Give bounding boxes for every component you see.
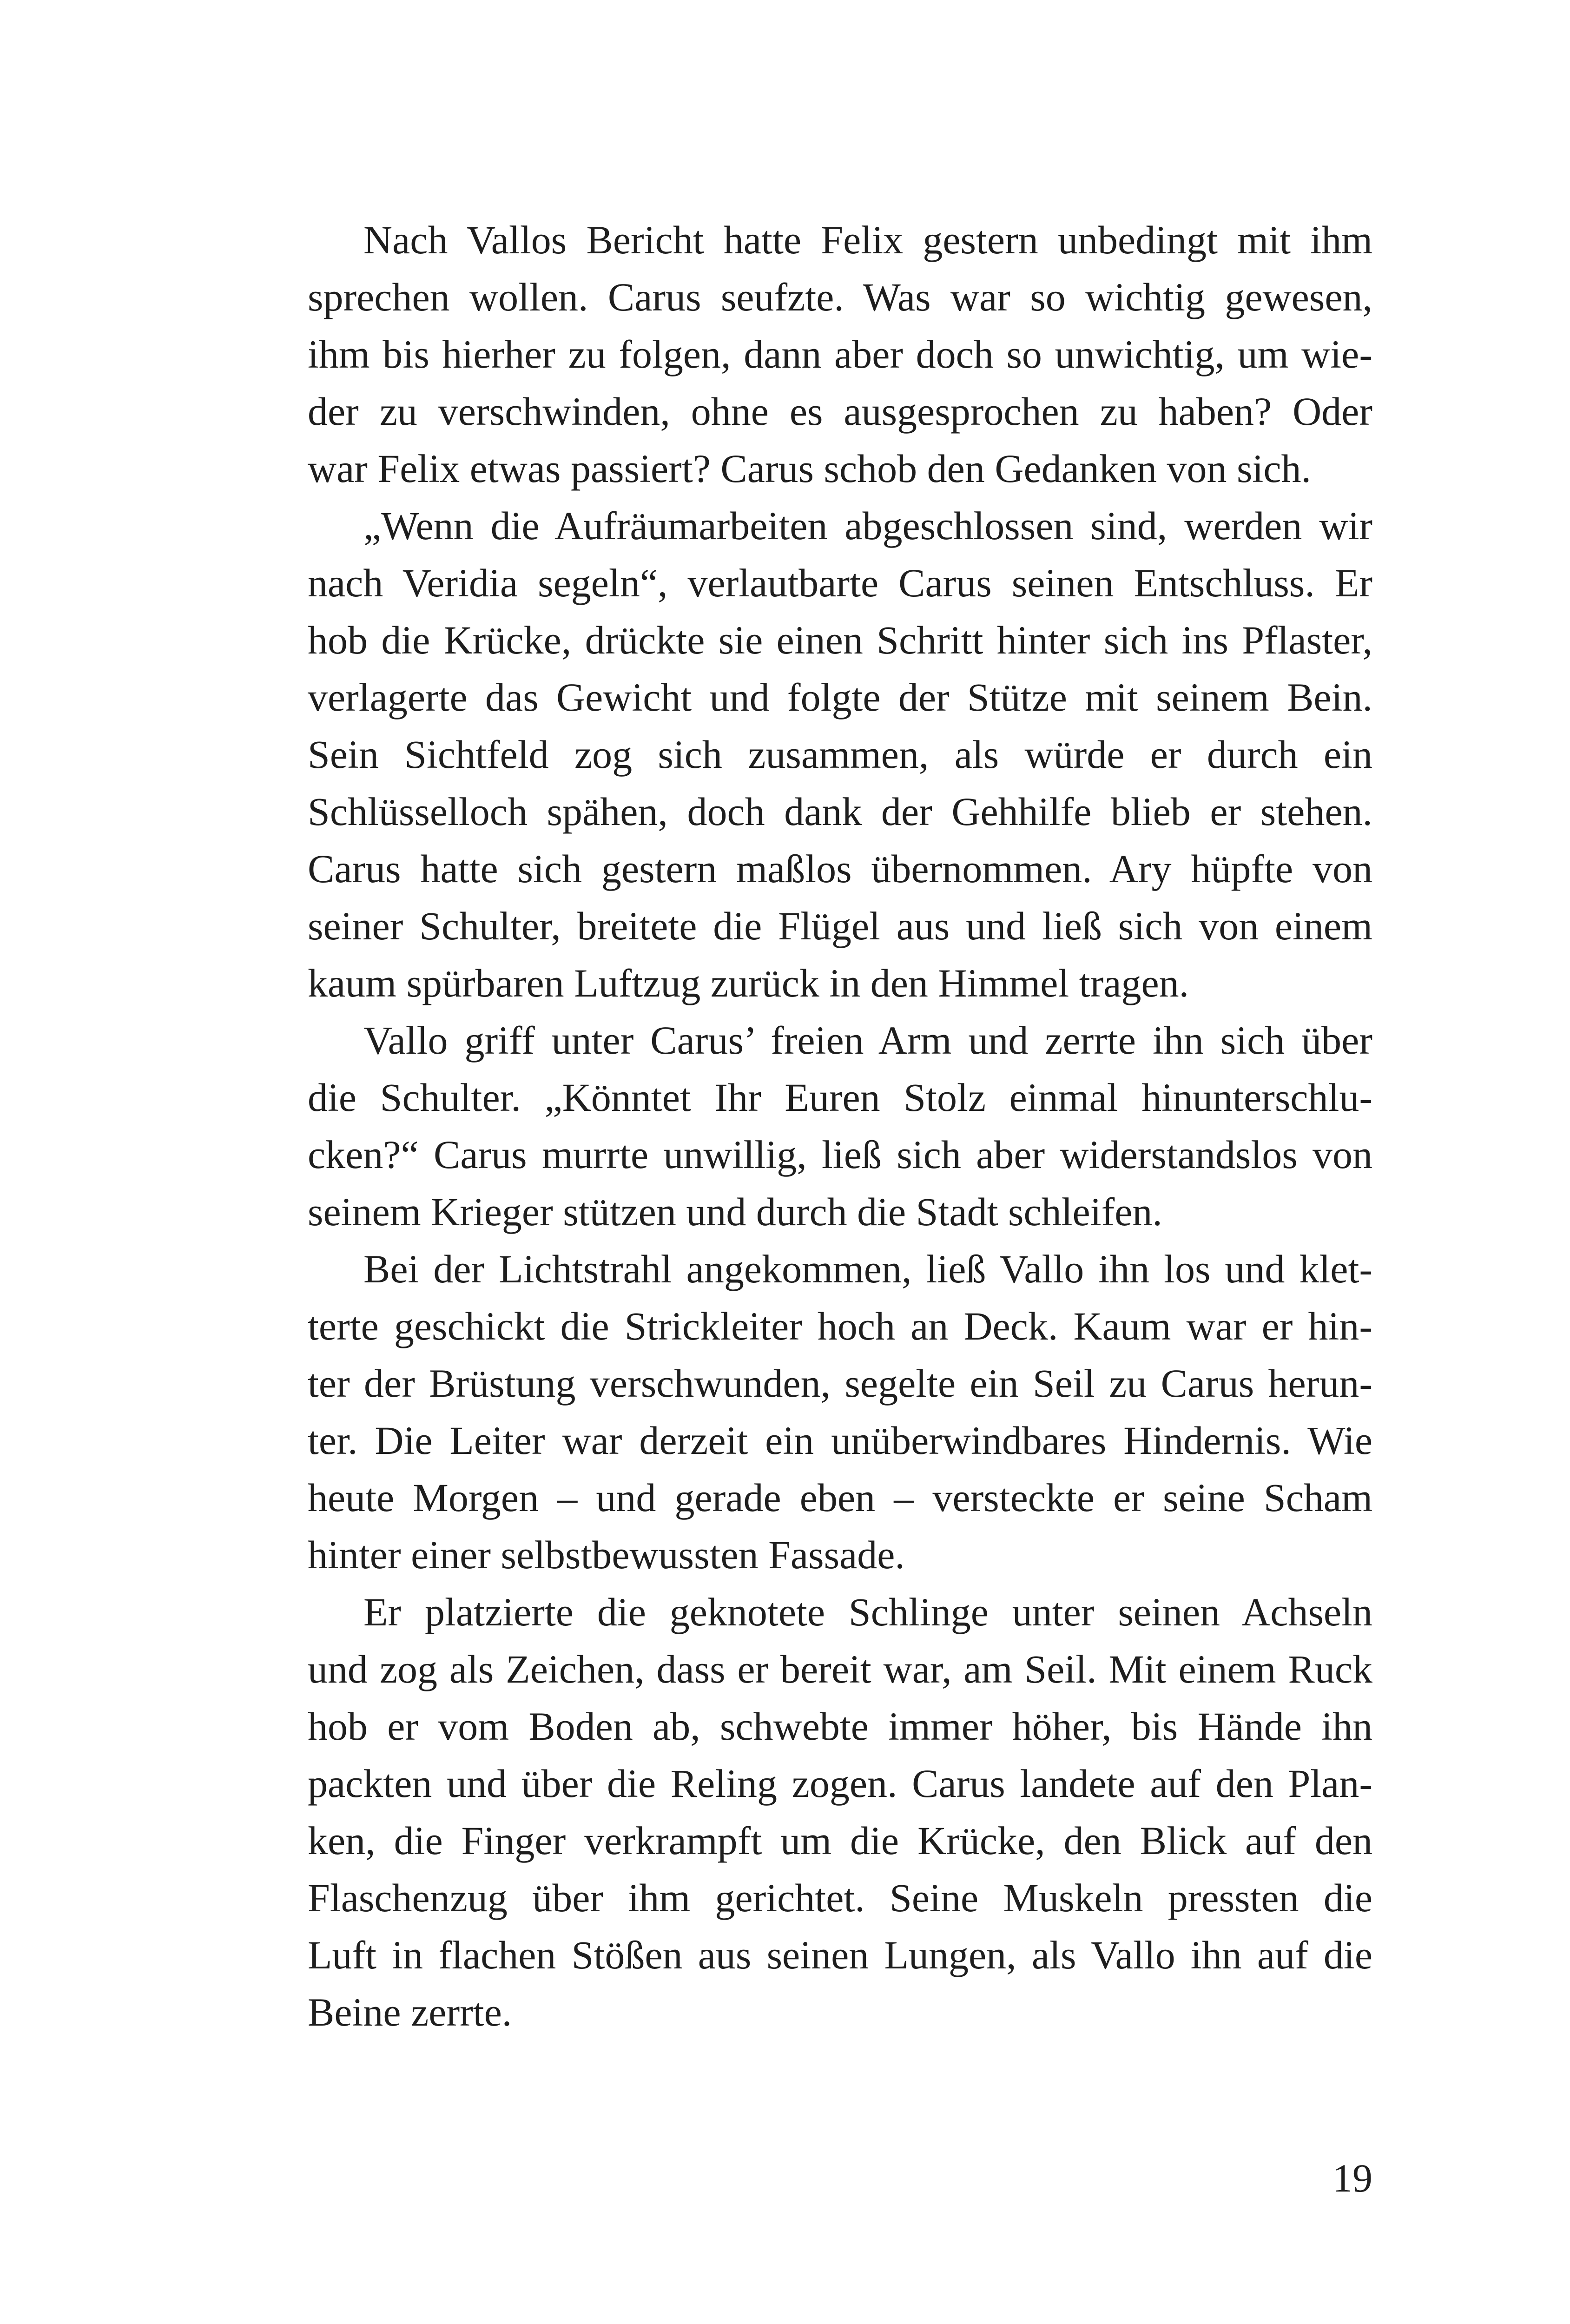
text-line: seinem Krieger stützen und durch die Stadt schleifen. (308, 1189, 1162, 1234)
text-line: und zog als Zeichen, dass er bereit war, am Seil. Mit einem Ruck (308, 1647, 1372, 1691)
text-line: Sein Sichtfeld zog sich zusammen, als würde er durch ein (308, 732, 1372, 777)
text-line: ken, die Finger verkrampft um die Krücke, den Blick auf den (308, 1818, 1372, 1863)
text-line: hinter einer selbstbewussten Fassade. (308, 1532, 905, 1577)
text-line: sprechen wollen. Carus seufzte. Was war so wichtig gewesen, (308, 275, 1372, 319)
text-line: Nach Vallos Bericht hatte Felix gestern unbedingt mit ihm (363, 218, 1372, 262)
text-line: ter der Brüstung verschwunden, segelte ein Seil zu Carus herun- (308, 1361, 1372, 1406)
text-line: ihm bis hierher zu folgen, dann aber doch so unwichtig, um wie- (308, 332, 1372, 376)
text-line: war Felix etwas passiert? Carus schob den Gedanken von sich. (308, 446, 1311, 491)
text-line: terte geschickt die Strickleiter hoch an Deck. Kaum war er hin- (308, 1304, 1372, 1348)
text-line: Beine zerrte. (308, 1990, 512, 2034)
page-number: 19 (1333, 2156, 1372, 2200)
text-line: Carus hatte sich gestern maßlos übernommen. Ary hüpfte von (308, 846, 1372, 891)
text-line: Luft in flachen Stößen aus seinen Lungen, als Vallo ihn auf die (308, 1933, 1372, 1977)
body-text (308, 211, 1372, 2041)
text-line: Bei der Lichtstrahl angekommen, ließ Vallo ihn los und klet- (363, 1247, 1372, 1291)
text-line: Er platzierte die geknotete Schlinge unter seinen Achseln (363, 1590, 1372, 1634)
text-line: der zu verschwinden, ohne es ausgesprochen zu haben? Oder (308, 389, 1372, 434)
text-line: packten und über die Reling zogen. Carus landete auf den Plan- (308, 1761, 1372, 1806)
text-line: heute Morgen – und gerade eben – versteckte er seine Scham (308, 1475, 1372, 1520)
text-line: verlagerte das Gewicht und folgte der Stütze mit seinem Bein. (308, 675, 1372, 720)
text-line: Flaschenzug über ihm gerichtet. Seine Muskeln pressten die (308, 1875, 1372, 1920)
text-line: Schlüsselloch spähen, doch dank der Gehhilfe blieb er stehen. (308, 789, 1372, 834)
text-line: „Wenn die Aufräumarbeiten abgeschlossen sind, werden wir (363, 503, 1372, 548)
text-line: seiner Schulter, breitete die Flügel aus und ließ sich von einem (308, 904, 1372, 948)
text-line: hob die Krücke, drückte sie einen Schritt hinter sich ins Pflaster, (308, 618, 1372, 662)
text-line: ter. Die Leiter war derzeit ein unüberwindbares Hindernis. Wie (308, 1418, 1372, 1463)
text-line: nach Veridia segeln“, verlautbarte Carus seinen Entschluss. Er (308, 561, 1372, 605)
text-line: kaum spürbaren Luftzug zurück in den Himmel tragen. (308, 961, 1189, 1005)
text-line: Vallo griff unter Carus’ freien Arm und zerrte ihn sich über (363, 1018, 1372, 1063)
text-line: hob er vom Boden ab, schwebte immer höher, bis Hände ihn (308, 1704, 1372, 1749)
text-line: cken?“ Carus murrte unwillig, ließ sich aber widerstandslos von (308, 1132, 1372, 1177)
text-line: die Schulter. „Könntet Ihr Euren Stolz einmal hinunterschlu- (308, 1075, 1372, 1120)
